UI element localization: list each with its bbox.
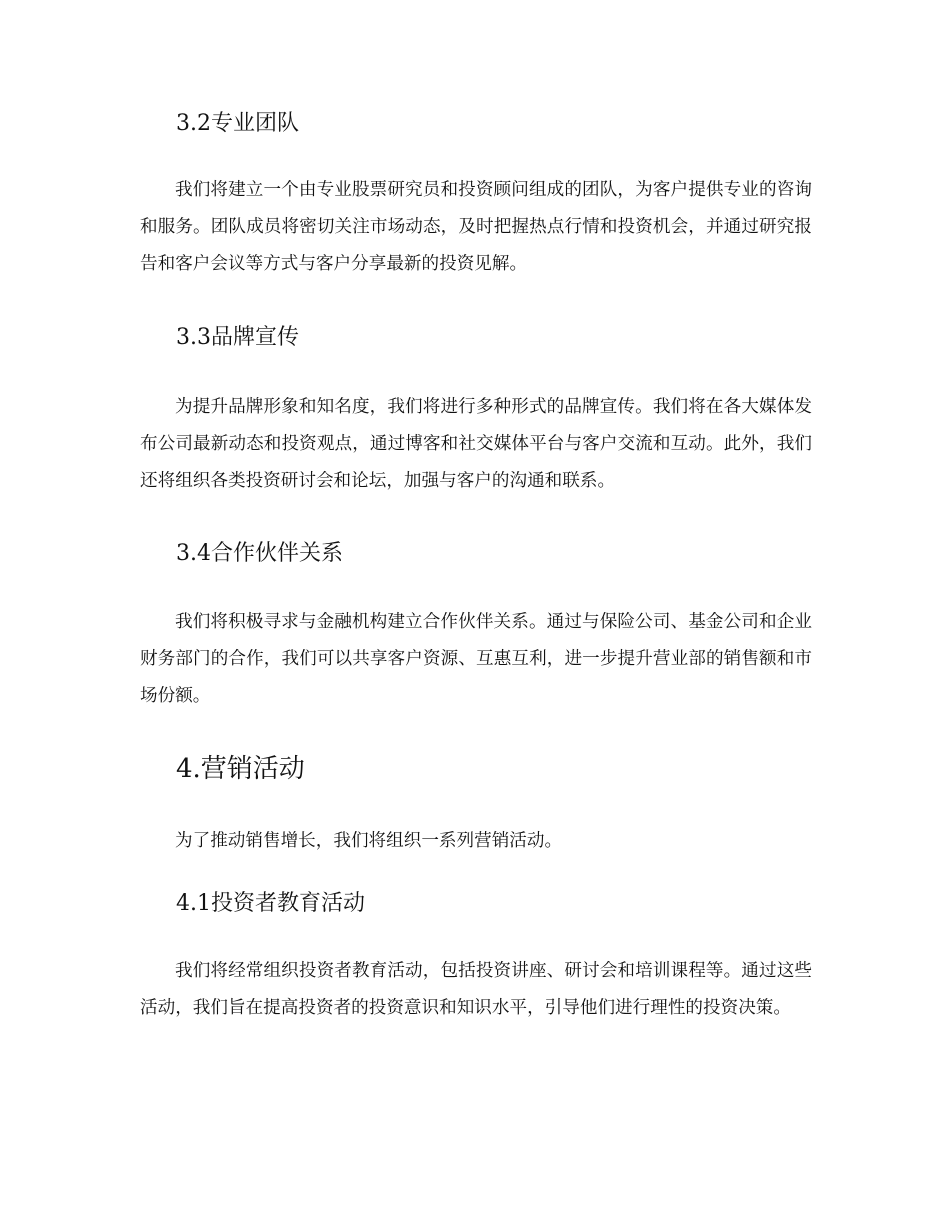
heading-4-1: 4.1投资者教育活动	[176, 891, 365, 916]
paragraph-4-1: 我们将经常组织投资者教育活动，包括投资讲座、研讨会和培训课程等。通过这些活动，我们旨在提高投资者的投资意识和知识水平，引导他们进行理性的投资决策。	[140, 961, 812, 1018]
heading-3-2: 3.2专业团队	[176, 111, 299, 136]
paragraph-4: 为了推动销售增长，我们将组织一系列营销活动。	[175, 831, 563, 851]
paragraph-3-4: 我们将积极寻求与金融机构建立合作伙伴关系。通过与保险公司、基金公司和企业财务部门的合作，我们可以共享客户资源、互惠互利，进一步提升营业部的销售额和市场份额。	[140, 612, 812, 706]
paragraph-3-3: 为提升品牌形象和知名度，我们将进行多种形式的品牌宣传。我们将在各大媒体发布公司最新动态和投资观点，通过博客和社交媒体平台与客户交流和互动。此外，我们还将组织各类投资研讨会和论坛，加强与客户的沟通和联系。	[140, 397, 812, 491]
heading-3-3: 3.3品牌宣传	[176, 325, 299, 350]
paragraph-3-2: 我们将建立一个由专业股票研究员和投资顾问组成的团队，为客户提供专业的咨询和服务。团队成员将密切关注市场动态，及时把握热点行情和投资机会，并通过研究报告和客户会议等方式与客户分享最新的投资见解。	[140, 180, 812, 274]
heading-4: 4.营销活动	[176, 754, 305, 784]
heading-3-4: 3.4合作伙伴关系	[176, 541, 343, 566]
